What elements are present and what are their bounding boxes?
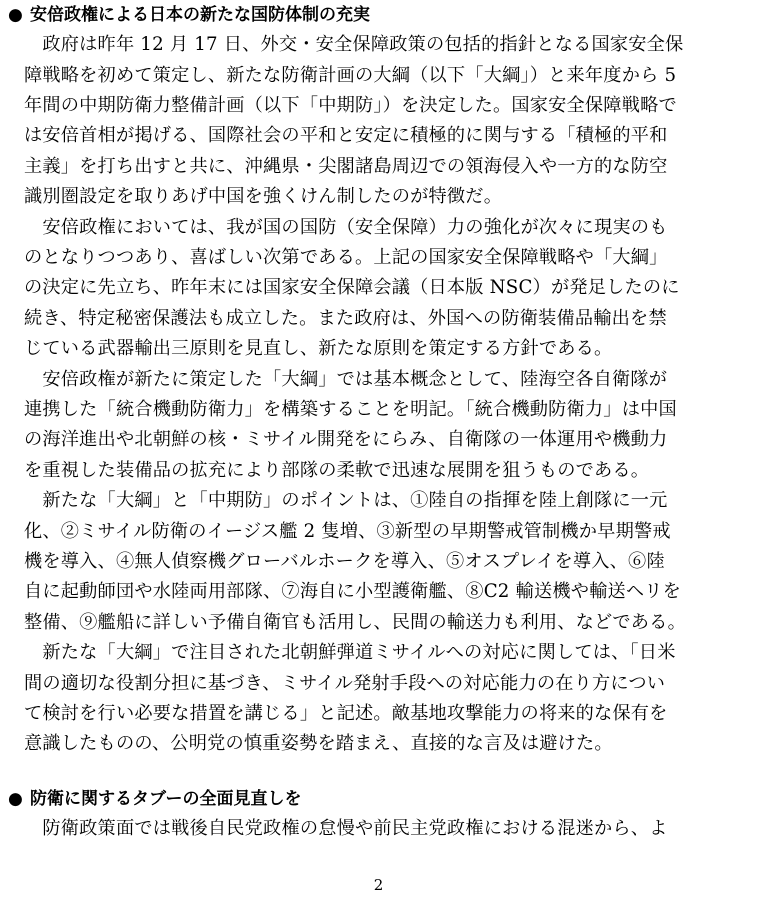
bullet-icon: ● <box>8 5 23 25</box>
paragraph-line: て検討を行い必要な措置を講じる」と記述。敵基地攻撃能力の将来的な保有を <box>24 703 668 724</box>
paragraph-line: 政府は昨年 12 月 17 日、外交・安全保障政策の包括的指針となる国家安全保 <box>24 34 684 55</box>
paragraph-line: の海洋進出や北朝鮮の核・ミサイル開発をにらみ、自衛隊の一体運用や機動力 <box>24 429 668 450</box>
paragraph-line: 機を導入、④無人偵察機グローバルホークを導入、⑤オスプレイを導入、⑥陸 <box>24 551 665 572</box>
bullet-icon: ● <box>8 789 23 809</box>
section-heading-text: 安倍政権による日本の新たな国防体制の充実 <box>30 5 370 25</box>
section-heading <box>8 4 370 26</box>
paragraph-line: は安倍首相が掲げる、国際社会の平和と安定に積極的に関与する「積極的平和 <box>24 125 668 146</box>
paragraph-line: 安倍政権においては、我が国の国防（安全保障）力の強化が次々に現実のも <box>24 217 668 238</box>
paragraph-line: の決定に先立ち、昨年末には国家安全保障会議（日本版 NSC）が発足したのに <box>24 277 680 298</box>
page-number: 2 <box>373 876 384 894</box>
section-heading <box>8 788 302 810</box>
paragraph-line: 新たな「大綱」で注目された北朝鮮弾道ミサイルへの対応に関しては、「日米 <box>24 642 676 663</box>
paragraph-line: 意識したものの、公明党の慎重姿勢を踏まえ、直接的な言及は避けた。 <box>24 733 613 754</box>
paragraph-line: 新たな「大綱」と「中期防」のポイントは、①陸自の指揮を陸上創隊に一元 <box>24 490 668 511</box>
paragraph-line: を重視した装備品の拡充により部隊の柔軟で迅速な展開を狙うものである。 <box>24 460 650 481</box>
paragraph-line: じている武器輸出三原則を見直し、新たな原則を策定する方針である。 <box>24 338 613 359</box>
paragraph-line: 主義」を打ち出すと共に、沖縄県・尖閣諸島周辺での領海侵入や一方的な防空 <box>24 156 668 177</box>
paragraph-line: 整備、⑨艦船に詳しい予備自衛官も活用し、民間の輸送力も利用、などである。 <box>24 612 686 633</box>
paragraph-line: 続き、特定秘密保護法も成立した。また政府は、外国への防衛装備品輸出を禁 <box>24 308 667 329</box>
paragraph-line: 防衛政策面では戦後自民党政権の怠慢や前民主党政権における混迷から、よ <box>24 818 668 839</box>
paragraph-line: 間の適切な役割分担に基づき、ミサイル発射手段への対応能力の在り方につい <box>24 673 666 694</box>
paragraph-line: 障戦略を初めて策定し、新たな防衛計画の大綱（以下「大綱」）と来年度から 5 <box>24 65 677 86</box>
paragraph-line: 安倍政権が新たに策定した「大綱」では基本概念として、陸海空各自衛隊が <box>24 369 668 390</box>
paragraph-line: 自に起動師団や水陸両用部隊、⑦海自に小型護衛艦、⑧C2 輸送機や輸送ヘリを <box>24 581 682 602</box>
paragraph-line: のとなりつつあり、喜ばしい次第である。上記の国家安全保障戦略や「大綱」 <box>24 247 668 268</box>
section-heading-text: 防衛に関するタブーの全面見直しを <box>30 789 302 809</box>
paragraph-line: 化、②ミサイル防衛のイージス艦 2 隻増、③新型の早期警戒管制機か早期警戒 <box>24 521 671 542</box>
paragraph-line: 連携した「統合機動防衛力」を構築することを明記。「統合機動防衛力」は中国 <box>24 399 677 420</box>
paragraph-line: 年間の中期防衛力整備計画（以下「中期防」）を決定した。国家安全保障戦略で <box>24 95 677 116</box>
paragraph-line: 識別圏設定を取りあげ中国を強くけん制したのが特徴だ。 <box>24 186 503 207</box>
